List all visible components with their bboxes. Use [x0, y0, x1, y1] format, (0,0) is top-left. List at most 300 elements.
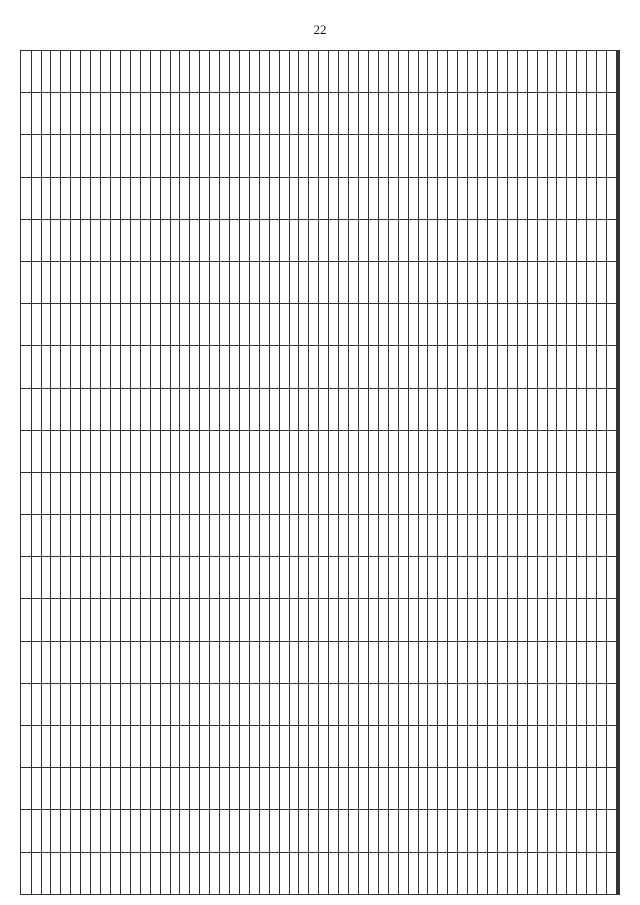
table-cell	[289, 219, 299, 261]
table-row	[507, 51, 517, 895]
table-cell	[299, 346, 309, 388]
table-cell	[180, 346, 190, 388]
table-cell	[91, 261, 101, 303]
table-cell	[418, 388, 428, 430]
table-cell	[339, 135, 349, 177]
table-row	[120, 51, 130, 895]
table-cell	[507, 346, 517, 388]
table-cell	[577, 599, 587, 641]
table-cell	[101, 472, 111, 514]
table-cell	[51, 557, 61, 599]
table-cell	[507, 726, 517, 768]
table-cell	[130, 304, 140, 346]
table-cell	[140, 683, 150, 725]
table-cell	[180, 557, 190, 599]
table-cell	[428, 726, 438, 768]
table-cell	[180, 599, 190, 641]
table-cell	[289, 852, 299, 894]
table-cell	[220, 557, 230, 599]
table-cell	[51, 304, 61, 346]
table-cell	[587, 135, 597, 177]
table-cell	[279, 430, 289, 472]
table-cell	[587, 219, 597, 261]
table-cell	[418, 599, 428, 641]
table-cell	[180, 768, 190, 810]
table-cell	[299, 388, 309, 430]
table-cell	[527, 219, 537, 261]
table-cell	[269, 93, 279, 135]
table-cell	[428, 430, 438, 472]
table-cell	[329, 177, 339, 219]
table-cell	[200, 768, 210, 810]
table-cell	[478, 683, 488, 725]
table-cell	[269, 852, 279, 894]
table-cell	[507, 51, 517, 93]
table-cell	[289, 810, 299, 852]
table-cell	[170, 810, 180, 852]
table-cell	[31, 641, 41, 683]
table-cell	[547, 261, 557, 303]
table-row	[180, 51, 190, 895]
table-cell	[388, 177, 398, 219]
table-cell	[398, 93, 408, 135]
table-cell	[537, 177, 547, 219]
table-cell	[478, 641, 488, 683]
table-cell	[349, 388, 359, 430]
table-cell	[299, 177, 309, 219]
table-cell	[130, 346, 140, 388]
table-cell	[150, 388, 160, 430]
table-cell	[329, 388, 339, 430]
table-cell	[537, 557, 547, 599]
table-cell	[180, 472, 190, 514]
table-cell	[170, 557, 180, 599]
table-cell	[567, 304, 577, 346]
table-cell	[567, 472, 577, 514]
table-cell	[448, 768, 458, 810]
table-cell	[120, 641, 130, 683]
table-header-cell	[618, 219, 619, 261]
table-cell	[259, 472, 269, 514]
table-cell	[150, 852, 160, 894]
table-cell	[130, 852, 140, 894]
table-cell	[110, 726, 120, 768]
table-cell	[61, 135, 71, 177]
table-cell	[91, 430, 101, 472]
table-cell	[329, 810, 339, 852]
table-cell	[31, 51, 41, 93]
table-cell	[180, 135, 190, 177]
table-cell	[438, 768, 448, 810]
table-cell	[448, 515, 458, 557]
table-cell	[21, 93, 32, 135]
table-cell	[200, 135, 210, 177]
table-cell	[497, 346, 507, 388]
table-cell	[41, 135, 51, 177]
table-cell	[349, 515, 359, 557]
table-cell	[488, 515, 498, 557]
table-cell	[61, 599, 71, 641]
table-cell	[527, 641, 537, 683]
table-cell	[368, 683, 378, 725]
table-cell	[607, 515, 617, 557]
table-cell	[269, 726, 279, 768]
table-header-cell	[619, 641, 620, 683]
table-cell	[130, 683, 140, 725]
table-row	[200, 51, 210, 895]
table-cell	[319, 388, 329, 430]
table-cell	[557, 852, 567, 894]
table-cell	[41, 472, 51, 514]
table-cell	[140, 472, 150, 514]
table-cell	[438, 219, 448, 261]
table-cell	[289, 135, 299, 177]
table-cell	[339, 683, 349, 725]
table-header-cell	[619, 726, 620, 768]
table-cell	[230, 810, 240, 852]
table-cell	[349, 346, 359, 388]
table-cell	[230, 430, 240, 472]
table-header-cell	[619, 219, 620, 261]
table-cell	[497, 177, 507, 219]
table-header-row	[619, 51, 620, 895]
table-cell	[170, 641, 180, 683]
table-cell	[438, 515, 448, 557]
table-cell	[378, 219, 388, 261]
table-cell	[220, 599, 230, 641]
table-cell	[517, 768, 527, 810]
table-cell	[81, 346, 91, 388]
table-cell	[299, 852, 309, 894]
table-cell	[279, 304, 289, 346]
table-cell	[200, 599, 210, 641]
table-header-cell	[618, 93, 619, 135]
table-cell	[299, 261, 309, 303]
table-cell	[418, 304, 428, 346]
register-table	[20, 50, 620, 895]
page-number: 22	[313, 22, 327, 37]
table-cell	[607, 304, 617, 346]
table-cell	[468, 472, 478, 514]
table-cell	[458, 430, 468, 472]
table-cell	[71, 726, 81, 768]
table-cell	[150, 599, 160, 641]
table-cell	[378, 768, 388, 810]
table-cell	[180, 51, 190, 93]
table-cell	[597, 219, 607, 261]
table-cell	[359, 346, 369, 388]
table-cell	[537, 768, 547, 810]
table-cell	[170, 599, 180, 641]
table-header-cell	[617, 219, 618, 261]
table-header-cell	[618, 810, 619, 852]
table-cell	[458, 261, 468, 303]
table-cell	[160, 557, 170, 599]
table-cell	[259, 430, 269, 472]
table-cell	[259, 726, 269, 768]
table-cell	[458, 515, 468, 557]
table-cell	[388, 93, 398, 135]
table-cell	[249, 93, 259, 135]
table-cell	[319, 93, 329, 135]
table-cell	[160, 51, 170, 93]
table-cell	[101, 641, 111, 683]
table-cell	[329, 472, 339, 514]
table-cell	[309, 177, 319, 219]
table-cell	[517, 430, 527, 472]
table-cell	[339, 177, 349, 219]
table-header-cell	[619, 430, 620, 472]
table-cell	[309, 852, 319, 894]
table-cell	[200, 51, 210, 93]
table-cell	[210, 852, 220, 894]
table-cell	[319, 219, 329, 261]
table-cell	[408, 641, 418, 683]
table-cell	[349, 430, 359, 472]
table-cell	[359, 852, 369, 894]
table-cell	[150, 430, 160, 472]
table-cell	[408, 810, 418, 852]
table-cell	[448, 304, 458, 346]
table-cell	[299, 557, 309, 599]
table-cell	[567, 515, 577, 557]
table-header-cell	[619, 768, 620, 810]
table-cell	[398, 726, 408, 768]
table-cell	[428, 304, 438, 346]
table-cell	[458, 768, 468, 810]
table-cell	[239, 346, 249, 388]
table-cell	[279, 726, 289, 768]
table-cell	[567, 430, 577, 472]
table-cell	[418, 557, 428, 599]
table-cell	[418, 135, 428, 177]
table-cell	[537, 93, 547, 135]
table-cell	[527, 135, 537, 177]
table-cell	[478, 810, 488, 852]
table-cell	[110, 472, 120, 514]
table-cell	[507, 93, 517, 135]
table-cell	[180, 261, 190, 303]
table-cell	[398, 599, 408, 641]
table-header-cell	[618, 599, 619, 641]
table-cell	[398, 177, 408, 219]
table-cell	[408, 51, 418, 93]
table-header-cell	[618, 726, 619, 768]
table-cell	[557, 599, 567, 641]
table-cell	[497, 683, 507, 725]
table-cell	[31, 135, 41, 177]
table-row	[259, 51, 269, 895]
table-cell	[478, 219, 488, 261]
table-cell	[488, 768, 498, 810]
table-cell	[329, 768, 339, 810]
table-cell	[527, 51, 537, 93]
table-cell	[398, 135, 408, 177]
table-cell	[319, 852, 329, 894]
table-cell	[359, 304, 369, 346]
table-row	[21, 51, 32, 895]
table-cell	[339, 726, 349, 768]
table-cell	[180, 726, 190, 768]
table-cell	[378, 51, 388, 93]
table-cell	[438, 599, 448, 641]
table-cell	[577, 219, 587, 261]
table-cell	[210, 683, 220, 725]
table-cell	[507, 261, 517, 303]
table-cell	[140, 599, 150, 641]
table-cell	[537, 515, 547, 557]
table-cell	[607, 599, 617, 641]
table-cell	[418, 177, 428, 219]
table-cell	[388, 557, 398, 599]
table-cell	[130, 557, 140, 599]
table-cell	[458, 388, 468, 430]
table-cell	[428, 768, 438, 810]
table-cell	[230, 768, 240, 810]
table-cell	[61, 430, 71, 472]
table-cell	[438, 472, 448, 514]
table-cell	[408, 304, 418, 346]
table-cell	[468, 768, 478, 810]
table-cell	[41, 810, 51, 852]
table-cell	[468, 683, 478, 725]
table-cell	[51, 219, 61, 261]
table-cell	[110, 515, 120, 557]
table-cell	[587, 599, 597, 641]
table-cell	[299, 683, 309, 725]
table-cell	[210, 135, 220, 177]
table-cell	[418, 683, 428, 725]
table-cell	[428, 388, 438, 430]
table-cell	[607, 683, 617, 725]
table-row	[408, 51, 418, 895]
table-cell	[448, 261, 458, 303]
table-cell	[269, 51, 279, 93]
table-row	[329, 51, 339, 895]
table-cell	[101, 599, 111, 641]
table-cell	[468, 219, 478, 261]
table-cell	[289, 430, 299, 472]
table-cell	[31, 304, 41, 346]
table-cell	[448, 683, 458, 725]
table-cell	[71, 261, 81, 303]
table-cell	[259, 177, 269, 219]
table-row	[299, 51, 309, 895]
table-header-cell	[619, 304, 620, 346]
table-cell	[339, 93, 349, 135]
table-cell	[537, 346, 547, 388]
table-cell	[230, 135, 240, 177]
table-cell	[567, 388, 577, 430]
table-cell	[31, 430, 41, 472]
table-cell	[230, 599, 240, 641]
table-cell	[478, 177, 488, 219]
table-cell	[547, 177, 557, 219]
table-cell	[368, 515, 378, 557]
table-cell	[468, 304, 478, 346]
table-cell	[279, 683, 289, 725]
table-row	[71, 51, 81, 895]
table-cell	[378, 557, 388, 599]
table-cell	[289, 515, 299, 557]
table-cell	[81, 93, 91, 135]
table-cell	[388, 641, 398, 683]
table-cell	[51, 810, 61, 852]
table-cell	[557, 810, 567, 852]
table-cell	[41, 768, 51, 810]
table-cell	[130, 51, 140, 93]
table-cell	[329, 726, 339, 768]
table-cell	[378, 599, 388, 641]
table-cell	[71, 472, 81, 514]
table-cell	[517, 304, 527, 346]
table-row	[468, 51, 478, 895]
table-cell	[140, 346, 150, 388]
table-cell	[110, 557, 120, 599]
table-cell	[478, 472, 488, 514]
table-cell	[458, 304, 468, 346]
table-cell	[398, 515, 408, 557]
table-cell	[349, 852, 359, 894]
table-cell	[299, 768, 309, 810]
table-cell	[368, 346, 378, 388]
table-header-cell	[617, 768, 618, 810]
table-cell	[220, 641, 230, 683]
table-cell	[91, 346, 101, 388]
table-cell	[408, 768, 418, 810]
table-cell	[110, 177, 120, 219]
table-cell	[180, 852, 190, 894]
table-cell	[359, 430, 369, 472]
table-header-cell	[619, 177, 620, 219]
table-cell	[567, 599, 577, 641]
table-cell	[21, 515, 32, 557]
table-cell	[418, 768, 428, 810]
table-row	[359, 51, 369, 895]
table-cell	[587, 726, 597, 768]
table-row	[309, 51, 319, 895]
table-cell	[488, 51, 498, 93]
table-cell	[220, 93, 230, 135]
table-cell	[329, 557, 339, 599]
table-cell	[349, 599, 359, 641]
table-cell	[319, 683, 329, 725]
table-cell	[289, 683, 299, 725]
table-cell	[339, 599, 349, 641]
table-cell	[359, 557, 369, 599]
table-cell	[597, 472, 607, 514]
table-header-cell	[617, 726, 618, 768]
table-cell	[200, 346, 210, 388]
table-cell	[289, 768, 299, 810]
table-cell	[537, 304, 547, 346]
table-cell	[130, 810, 140, 852]
table-cell	[418, 852, 428, 894]
table-cell	[567, 261, 577, 303]
table-cell	[478, 51, 488, 93]
table-cell	[458, 683, 468, 725]
table-cell	[497, 768, 507, 810]
table-cell	[418, 472, 428, 514]
table-cell	[448, 599, 458, 641]
table-row	[61, 51, 71, 895]
table-cell	[31, 599, 41, 641]
table-cell	[329, 515, 339, 557]
table-cell	[51, 683, 61, 725]
table-cell	[200, 557, 210, 599]
table-cell	[368, 304, 378, 346]
table-cell	[101, 304, 111, 346]
